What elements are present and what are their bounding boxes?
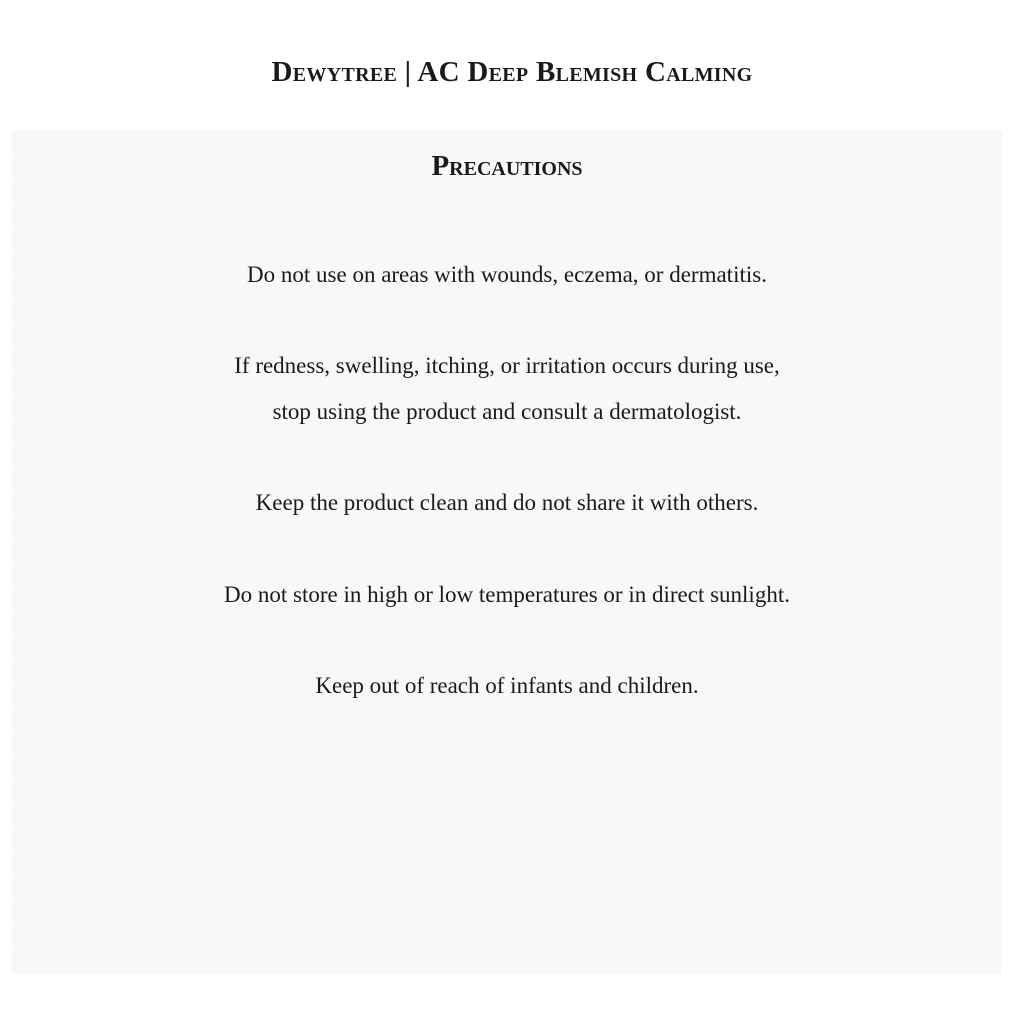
- page-title: Dewytree | AC Deep Blemish Calming: [271, 56, 753, 88]
- precaution-item: [10, 572, 1004, 618]
- precautions-panel: [10, 128, 1004, 976]
- precaution-text: Do not use on areas with wounds, eczema, or dermatitis.: [247, 262, 767, 287]
- precaution-item: [10, 663, 1004, 709]
- precaution-text: stop using the product and consult a dermatologist.: [272, 399, 742, 424]
- precaution-text: Do not store in high or low temperatures or in direct sunlight.: [224, 582, 790, 607]
- precaution-text: Keep out of reach of infants and children.: [315, 673, 699, 698]
- precaution-text: If redness, swelling, itching, or irritation occurs during use,: [234, 353, 780, 378]
- precaution-item: [10, 480, 1004, 526]
- precaution-text: Keep the product clean and do not share it with others.: [255, 490, 759, 515]
- precaution-item: [10, 343, 1004, 435]
- precaution-item: [10, 252, 1004, 298]
- section-heading: Precautions: [431, 150, 583, 182]
